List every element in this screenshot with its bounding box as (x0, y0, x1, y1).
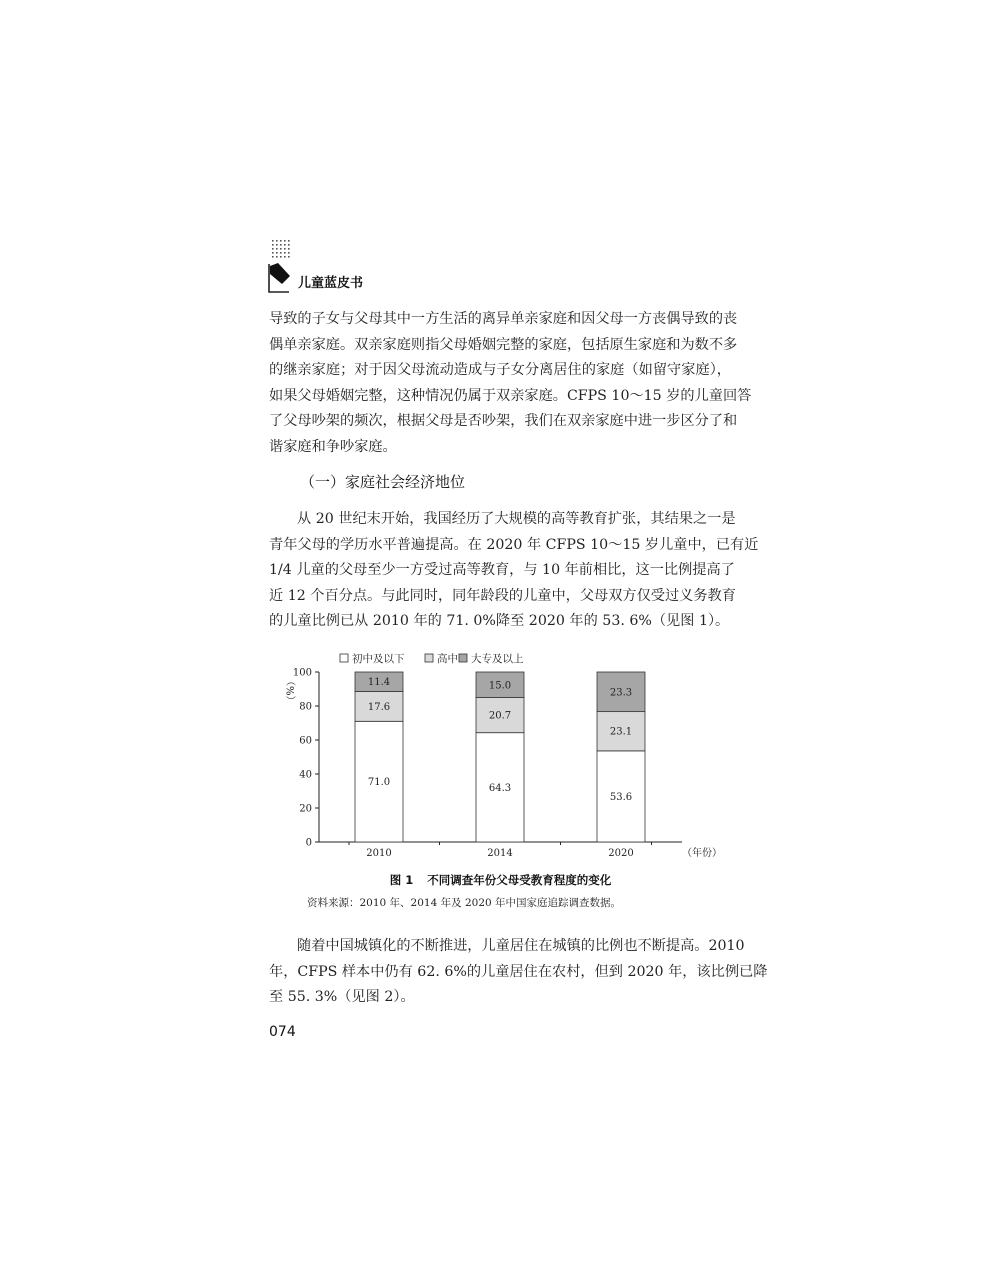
paragraph-line: 年，CFPS 样本中仍有 62. 6%的儿童居住在农村，但到 2020 年，该比例已降 (269, 963, 768, 980)
book-series-logo-icon (268, 240, 294, 294)
bar-value-label: 23.1 (609, 726, 633, 738)
paragraph-line: 从 20 世纪末开始，我国经历了大规模的高等教育扩张，其结果之一是 (297, 511, 736, 527)
x-tick-label: 2020 (608, 848, 634, 859)
legend-label: 大专及以上 (471, 653, 524, 665)
y-tick-label: 40 (299, 769, 312, 781)
figure-caption (0, 872, 1001, 888)
paragraph-line: 谐家庭和争吵家庭。 (269, 438, 397, 455)
legend-swatch (425, 654, 433, 662)
figure-title: 不同调查年份父母受教育程度的变化 (427, 873, 612, 887)
paragraph-1 (269, 307, 752, 460)
paragraph-line: 至 55. 3%（见图 2）。 (269, 989, 415, 1005)
bar-value-label: 20.7 (488, 710, 512, 722)
y-axis-label: （%） (283, 676, 295, 706)
x-tick-label: 2010 (366, 848, 392, 859)
x-axis-label: （年份） (682, 848, 722, 859)
y-tick-label: 60 (299, 735, 312, 747)
legend-label: 高中 (437, 653, 458, 665)
page-number: 074 (269, 1024, 296, 1040)
stacked-bar-chart (268, 646, 738, 868)
y-tick-label: 100 (292, 667, 312, 679)
bar-value-label: 17.6 (367, 701, 391, 713)
y-tick-label: 80 (299, 701, 312, 713)
legend-swatch (459, 654, 467, 662)
legend-swatch (340, 654, 348, 662)
bar-value-label: 23.3 (609, 687, 633, 699)
paragraph-2 (269, 507, 759, 635)
bar-value-label: 71.0 (367, 777, 391, 789)
y-tick-label: 20 (299, 803, 312, 815)
figure-number: 图 1 (389, 873, 414, 887)
chart-legend (340, 652, 524, 665)
paragraph-line: 导致的子女与父母其中一方生活的离异单亲家庭和因父母一方丧偶导致的丧 (269, 311, 738, 327)
legend-label: 初中及以下 (352, 653, 405, 665)
paragraph-line: 青年父母的学历水平普遍提高。在 2020 年 CFPS 10～15 岁儿童中，已有近 (269, 536, 759, 553)
bar-value-label: 53.6 (609, 791, 633, 803)
paragraph-line: 的继亲家庭；对于因父母流动造成与子女分离居住的家庭（如留守家庭）， (269, 362, 731, 378)
bar-value-label: 15.0 (488, 680, 512, 692)
chart-bars (355, 672, 645, 842)
paragraph-line: 如果父母婚姻完整，这种情况仍属于双亲家庭。CFPS 10～15 岁的儿童回答 (269, 387, 752, 404)
bar-value-label: 11.4 (367, 677, 391, 689)
bar-value-label: 64.3 (488, 782, 512, 794)
paragraph-line: 随着中国城镇化的不断推进，儿童居住在城镇的比例也不断提高。2010 (297, 938, 745, 954)
paragraph-3 (269, 934, 768, 1011)
series-title: 儿童蓝皮书 (298, 276, 364, 291)
data-source-note: 资料来源：2010 年、2014 年及 2020 年中国家庭追踪调查数据。 (307, 897, 622, 909)
paragraph-line: 1/4 儿童的父母至少一方受过高等教育，与 10 年前相比，这一比例提高了 (269, 562, 735, 578)
x-tick-label: 2014 (487, 848, 513, 859)
section-heading: （一）家庭社会经济地位 (300, 473, 466, 491)
y-tick-label: 0 (305, 837, 312, 849)
paragraph-line: 近 12 个百分点。与此同时，同年龄段的儿童中，父母双方仅受过义务教育 (269, 587, 736, 604)
paragraph-line: 偶单亲家庭。双亲家庭则指父母婚姻完整的家庭，包括原生家庭和为数不多 (269, 336, 738, 353)
paragraph-line: 了父母吵架的频次，根据父母是否吵架，我们在双亲家庭中进一步区分了和 (269, 413, 738, 429)
chart-canvas (268, 646, 738, 868)
paragraph-line: 的儿童比例已从 2010 年的 71. 0%降至 2020 年的 53. 6%（见图 1）。 (269, 613, 730, 629)
